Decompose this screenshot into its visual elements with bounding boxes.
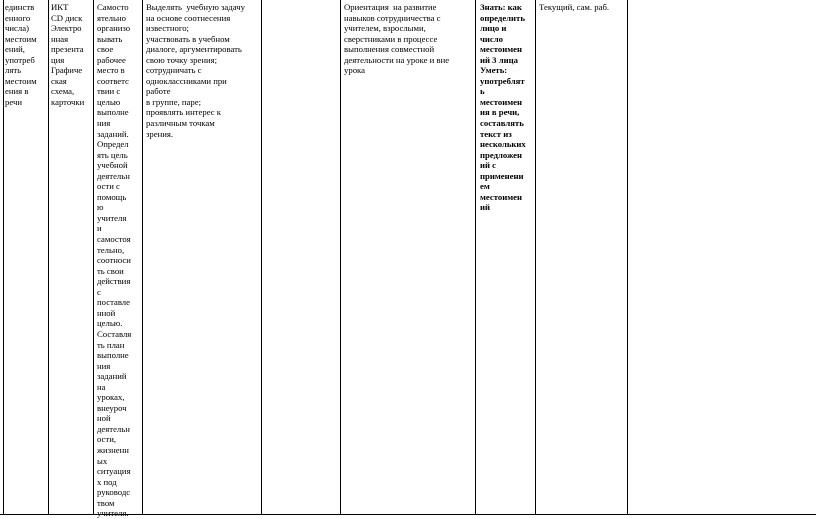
cell-col7: Знать: как определить лицо и число местоимен ий 3 лица Уметь: употреблят ь местоимен ия в речи, составлять текст из нескольких предложен ий с применени ем местоимен ий [480,2,526,213]
column-border [93,0,94,515]
cell-col4: Выделять учебную задачу на основе соотнесения известного; участвовать в учебном диалоге, аргументировать свою точку зрения; сотрудничать с одноклассниками при работе в группе, паре; проявлять интерес к различным точкам зрения. [146,2,245,139]
column-border [3,0,4,515]
column-border [475,0,476,515]
cell-col3: Самосто ятельно организо вывать свое рабочее место в соответс твии с целью выполне ния заданий. Определ ять цель учебной деятельн ости с помощь ю учителя и самостоя тельно, соотноси ть свои действия с поставле нной целью. Составля ть план выполне ния заданий на уроках, внеуроч ной деятельн ости, жизненн ых ситуация х под руководс твом учителя. [97,2,132,519]
column-border [48,0,49,515]
column-border [340,0,341,515]
cell-col8: Текущий, сам. раб. [539,2,610,12]
cell-col2: ИКТ CD диск Электро нная презента ция Графиче ская схема, карточки [51,2,85,107]
column-border [261,0,262,515]
column-border [142,0,143,515]
column-border [535,0,536,515]
cell-col1: единств енного числа) местоим ений, употреб лять местоим ения в речи [5,2,37,107]
column-border [627,0,628,515]
cell-col6: Ориентация на развитие навыков сотрудничества с учителем, взрослыми, сверстниками в процессе выполнения совместной деятельности на уроке и вне урока [344,2,450,76]
